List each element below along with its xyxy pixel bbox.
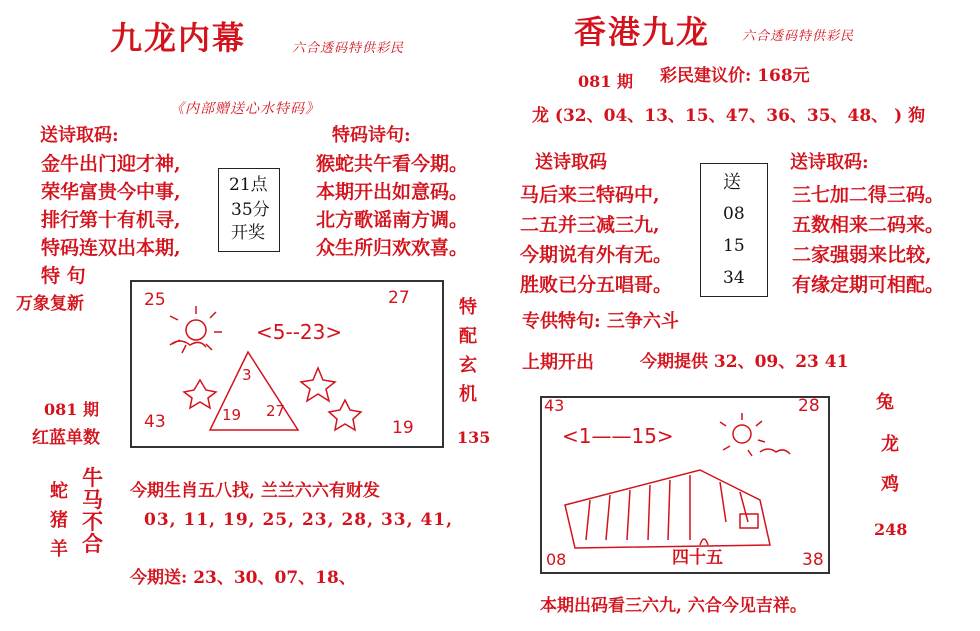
left-poem-right [316, 150, 468, 262]
left-poem-line: 特码连双出本期, [41, 237, 181, 259]
zodiac-mid-1: 马 [82, 487, 103, 512]
right-last-label: 上期开出 [522, 352, 594, 373]
tri-top: 3 [242, 366, 252, 384]
right-poem-right [792, 180, 944, 300]
right-corner-br: 38 [802, 550, 824, 570]
left-corner-bl: 43 [144, 412, 166, 432]
left-side-char: 特 [459, 297, 477, 318]
left-numbers: 03, 11, 19, 25, 23, 28, 33, 41, [144, 510, 454, 530]
wanxiang: 万象复新 [16, 294, 84, 314]
right-footer: 本期出码看三六九, 六合今见吉祥。 [540, 596, 807, 616]
right-poem-line: 今期说有外有无。 [520, 244, 673, 266]
send-box-line: 34 [723, 268, 745, 288]
zodiac-left-1: 猪 [50, 510, 68, 531]
send-box-line: 08 [723, 204, 745, 224]
right-corner-bl: 08 [546, 550, 567, 569]
left-predict: 今期生肖五八找, 兰兰六六有财发 [130, 481, 380, 501]
right-price: 彩民建议价: 168元 [660, 66, 810, 86]
right-poem-left [520, 180, 672, 300]
right-side-num: 248 [874, 520, 908, 539]
left-issue: 081 期 [44, 400, 99, 419]
left-side-num: 135 [457, 428, 491, 447]
right-issue: 081 期 [578, 72, 633, 91]
left-corner-br: 19 [392, 418, 414, 438]
right-today: 今期提供 32、09、23 41 [640, 352, 849, 372]
right-side-0: 兔 [876, 392, 894, 413]
left-send: 今期送: 23、30、07、18、 [130, 568, 356, 588]
right-special: 专供特句: 三争六斗 [522, 311, 679, 332]
send-box-line: 送 [723, 172, 741, 193]
send-box [700, 163, 768, 297]
tri-right: 27 [266, 402, 286, 420]
left-hongla: 红蓝单数 [32, 428, 100, 448]
tete-label: 特 句 [41, 265, 86, 287]
left-side-char: 玄 [459, 355, 477, 376]
right-side-1: 龙 [881, 434, 899, 455]
left-side-char: 机 [459, 384, 477, 405]
left-slogan: 《内部赠送心水特码》 [170, 101, 320, 117]
left-corner-tr: 27 [388, 288, 410, 308]
right-dragon-line: 龙 (32、04、13、15、47、36、35、48、 ) 狗 [532, 106, 926, 126]
zodiac-mid-2: 不 [82, 509, 103, 534]
right-poem-right-line: 五数相来二码来。 [792, 214, 945, 236]
time-box [218, 168, 280, 252]
right-side-2: 鸡 [881, 474, 899, 495]
zodiac-mid-3: 合 [82, 531, 103, 556]
time-line: 开奖 [231, 223, 265, 243]
right-poem-right-line: 二家强弱来比较, [792, 244, 932, 266]
left-corner-tl: 25 [144, 290, 166, 310]
zodiac-mid-0: 牛 [82, 465, 103, 490]
left-poem-line: 荣华富贵今中事, [41, 181, 181, 203]
left-side-vertical [459, 293, 477, 409]
right-poem-right-line: 三七加二得三码。 [792, 184, 945, 206]
right-poem-head-left: 特码诗句: [332, 125, 411, 146]
left-range: <5--23> [256, 320, 343, 344]
left-poem-line: 排行第十有机寻, [41, 209, 181, 231]
right-poem-line: 二五并三减三九, [520, 214, 660, 236]
right-poem-line: 马后来三特码中, [520, 184, 660, 206]
left-poem-right-line: 本期开出如意码。 [316, 181, 469, 203]
time-line: 35分 [231, 200, 270, 220]
right-poem-head: 送诗取码 [535, 152, 607, 173]
right-corner-tl: 43 [544, 396, 565, 415]
zodiac-left-2: 羊 [50, 539, 68, 560]
right-poem-right-line: 有缘定期可相配。 [792, 274, 945, 296]
left-poem-right-line: 北方歌谣南方调。 [316, 209, 469, 231]
left-title: 九龙内幕 [110, 19, 247, 57]
right-poem-right-head: 送诗取码: [790, 152, 869, 173]
left-side-char: 配 [459, 326, 477, 347]
send-box-line: 15 [723, 236, 745, 256]
right-title: 香港九龙 [574, 13, 711, 51]
left-poem-right-line: 众生所归欢欢喜。 [316, 237, 469, 259]
right-range: <1——15> [562, 424, 674, 448]
right-poem-line: 胜败已分五唱哥。 [520, 274, 673, 296]
left-subtitle: 六合透码特供彩民 [292, 41, 405, 56]
time-line: 21点 [229, 175, 268, 195]
left-poem [41, 150, 181, 262]
left-poem-line: 金牛出门迎才神, [41, 153, 181, 175]
tri-left: 19 [222, 406, 242, 424]
left-poem-head: 送诗取码: [40, 125, 119, 146]
right-subtitle: 六合透码特供彩民 [742, 29, 855, 44]
right-sketch-bottom: 四十五 [672, 548, 723, 568]
right-corner-tr: 28 [798, 396, 820, 416]
left-poem-right-line: 猴蛇共午看今期。 [316, 153, 469, 175]
zodiac-left-0: 蛇 [50, 481, 68, 502]
